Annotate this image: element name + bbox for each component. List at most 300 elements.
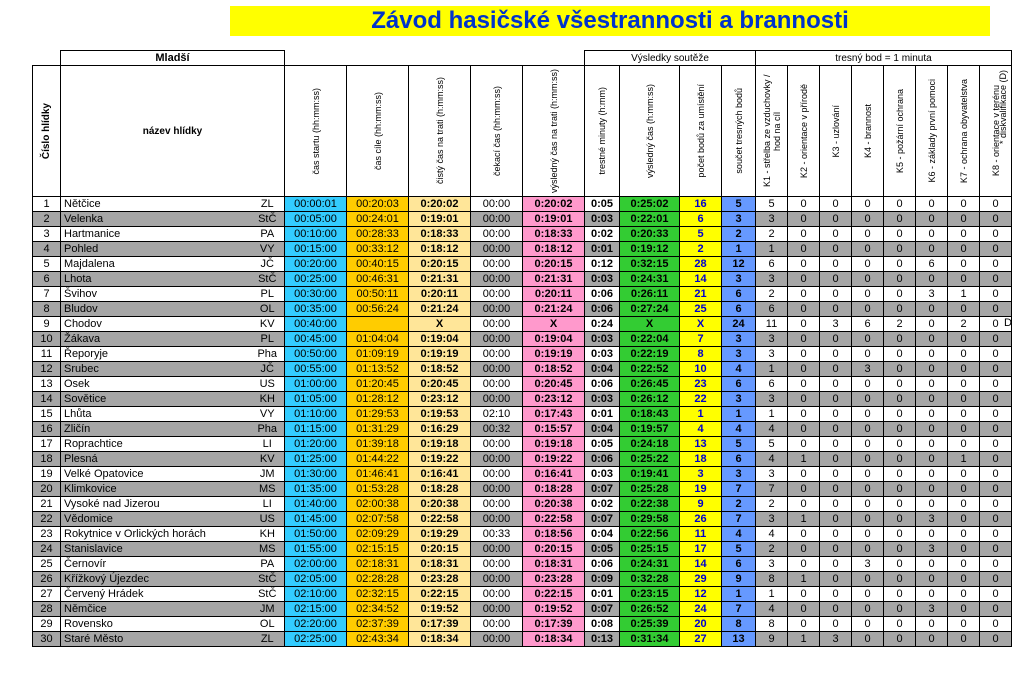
finish-time: 00:46:31 bbox=[347, 272, 409, 287]
wait-time: 00:00 bbox=[471, 587, 523, 602]
patrol-number: 22 bbox=[33, 512, 61, 527]
placement-points: 3 bbox=[680, 467, 722, 482]
k7-penalty: 0 bbox=[948, 497, 980, 512]
k8-penalty: 0 bbox=[980, 197, 1012, 212]
penalty-minutes: 0:01 bbox=[585, 587, 620, 602]
wait-time: 00:00 bbox=[471, 452, 523, 467]
finish-time: 01:44:22 bbox=[347, 452, 409, 467]
disqualification-legend: * diskvalifikace (D) bbox=[998, 70, 1008, 145]
wait-time: 00:00 bbox=[471, 392, 523, 407]
k7-penalty: 0 bbox=[948, 257, 980, 272]
k3-penalty: 0 bbox=[820, 437, 852, 452]
net-time: 0:19:29 bbox=[409, 527, 471, 542]
start-time: 01:35:00 bbox=[285, 482, 347, 497]
k8-penalty: 0 bbox=[980, 482, 1012, 497]
result-track-time: X bbox=[523, 317, 585, 332]
net-time: 0:16:29 bbox=[409, 422, 471, 437]
table-row bbox=[33, 587, 1012, 602]
net-time: 0:20:02 bbox=[409, 197, 471, 212]
result-track-time: 0:20:15 bbox=[523, 257, 585, 272]
placement-points: 26 bbox=[680, 512, 722, 527]
wait-time: 00:00 bbox=[471, 212, 523, 227]
k7-penalty: 0 bbox=[948, 602, 980, 617]
k4-penalty: 0 bbox=[852, 602, 884, 617]
k2-penalty: 0 bbox=[788, 527, 820, 542]
net-time: 0:22:58 bbox=[409, 512, 471, 527]
net-time: 0:19:52 bbox=[409, 602, 471, 617]
k5-penalty: 0 bbox=[884, 197, 916, 212]
penalty-minutes: 0:03 bbox=[585, 212, 620, 227]
k1-penalty: 1 bbox=[756, 362, 788, 377]
k3-penalty: 3 bbox=[820, 317, 852, 332]
k5-penalty: 0 bbox=[884, 362, 916, 377]
finish-time: 01:13:52 bbox=[347, 362, 409, 377]
result-track-time: 0:20:11 bbox=[523, 287, 585, 302]
wait-time: 00:00 bbox=[471, 572, 523, 587]
placement-points: 7 bbox=[680, 332, 722, 347]
final-time: 0:22:01 bbox=[620, 212, 680, 227]
patrol-name: Chodov bbox=[61, 317, 251, 332]
patrol-number: 6 bbox=[33, 272, 61, 287]
penalty-sum: 4 bbox=[722, 362, 756, 377]
penalty-sum: 12 bbox=[722, 257, 756, 272]
k3-penalty: 0 bbox=[820, 347, 852, 362]
net-time: 0:16:41 bbox=[409, 467, 471, 482]
penalty-minutes: 0:05 bbox=[585, 437, 620, 452]
header-result-track-time: výsledný čas na trati (h:mm:ss) bbox=[523, 66, 585, 197]
k7-penalty: 1 bbox=[948, 287, 980, 302]
table-row bbox=[33, 497, 1012, 512]
result-track-time: 0:20:45 bbox=[523, 377, 585, 392]
finish-time: 02:09:29 bbox=[347, 527, 409, 542]
k6-penalty: 0 bbox=[916, 332, 948, 347]
result-track-time: 0:19:18 bbox=[523, 437, 585, 452]
final-time: 0:27:24 bbox=[620, 302, 680, 317]
patrol-number: 11 bbox=[33, 347, 61, 362]
k4-penalty: 0 bbox=[852, 422, 884, 437]
table-row bbox=[33, 632, 1012, 647]
patrol-region: StČ bbox=[251, 272, 285, 287]
final-time: 0:19:12 bbox=[620, 242, 680, 257]
table-row bbox=[33, 512, 1012, 527]
k4-penalty: 0 bbox=[852, 512, 884, 527]
k5-penalty: 0 bbox=[884, 332, 916, 347]
header-patrol-number: Číslo hlídky bbox=[33, 66, 61, 197]
placement-points: 13 bbox=[680, 437, 722, 452]
placement-points: 21 bbox=[680, 287, 722, 302]
k5-penalty: 0 bbox=[884, 452, 916, 467]
header-k3: K3 - uzlování bbox=[820, 66, 852, 197]
k8-penalty: 0 bbox=[980, 272, 1012, 287]
k1-penalty: 9 bbox=[756, 632, 788, 647]
k6-penalty: 0 bbox=[916, 467, 948, 482]
table-row bbox=[33, 527, 1012, 542]
k4-penalty: 0 bbox=[852, 452, 884, 467]
k5-penalty: 0 bbox=[884, 407, 916, 422]
table-row bbox=[33, 467, 1012, 482]
k8-penalty: 0 bbox=[980, 617, 1012, 632]
final-time: 0:29:58 bbox=[620, 512, 680, 527]
k5-penalty: 0 bbox=[884, 557, 916, 572]
finish-time: 01:46:41 bbox=[347, 467, 409, 482]
patrol-region: JČ bbox=[251, 362, 285, 377]
k3-penalty: 0 bbox=[820, 332, 852, 347]
k7-penalty: 0 bbox=[948, 572, 980, 587]
header-penalty-minutes: trestné minuty (h:mm) bbox=[585, 66, 620, 197]
patrol-name: Stanislavice bbox=[61, 542, 251, 557]
patrol-name: Vědomice bbox=[61, 512, 251, 527]
k5-penalty: 0 bbox=[884, 602, 916, 617]
penalty-sum: 1 bbox=[722, 587, 756, 602]
final-time: 0:25:28 bbox=[620, 482, 680, 497]
k5-penalty: 0 bbox=[884, 467, 916, 482]
final-time: 0:22:52 bbox=[620, 362, 680, 377]
k4-penalty: 0 bbox=[852, 242, 884, 257]
penalty-minutes: 0:01 bbox=[585, 407, 620, 422]
patrol-name: Staré Město bbox=[61, 632, 251, 647]
wait-time: 00:00 bbox=[471, 542, 523, 557]
placement-points: 28 bbox=[680, 257, 722, 272]
category-label: Mladší bbox=[61, 51, 285, 66]
k4-penalty: 0 bbox=[852, 632, 884, 647]
patrol-region: VY bbox=[251, 407, 285, 422]
finish-time: 01:29:53 bbox=[347, 407, 409, 422]
start-time: 00:55:00 bbox=[285, 362, 347, 377]
k6-penalty: 0 bbox=[916, 317, 948, 332]
result-track-time: 0:19:19 bbox=[523, 347, 585, 362]
patrol-region: StČ bbox=[251, 212, 285, 227]
patrol-name: Lhota bbox=[61, 272, 251, 287]
patrol-region: PA bbox=[251, 227, 285, 242]
wait-time: 00:00 bbox=[471, 362, 523, 377]
k2-penalty: 0 bbox=[788, 242, 820, 257]
k8-penalty: 0 bbox=[980, 287, 1012, 302]
k8-penalty: 0 bbox=[980, 302, 1012, 317]
patrol-name: Bludov bbox=[61, 302, 251, 317]
penalty-minutes: 0:03 bbox=[585, 272, 620, 287]
finish-time: 00:28:33 bbox=[347, 227, 409, 242]
k1-penalty: 3 bbox=[756, 512, 788, 527]
k3-penalty: 0 bbox=[820, 482, 852, 497]
k6-penalty: 0 bbox=[916, 272, 948, 287]
result-track-time: 0:19:04 bbox=[523, 332, 585, 347]
penalty-sum: 6 bbox=[722, 302, 756, 317]
k3-penalty: 0 bbox=[820, 542, 852, 557]
final-time: X bbox=[620, 317, 680, 332]
finish-time: 02:18:31 bbox=[347, 557, 409, 572]
patrol-region: KH bbox=[251, 527, 285, 542]
finish-time: 02:43:34 bbox=[347, 632, 409, 647]
patrol-number: 19 bbox=[33, 467, 61, 482]
penalty-sum: 5 bbox=[722, 437, 756, 452]
patrol-name: Žákava bbox=[61, 332, 251, 347]
patrol-name: Srubec bbox=[61, 362, 251, 377]
wait-time: 00:00 bbox=[471, 602, 523, 617]
patrol-region: MS bbox=[251, 542, 285, 557]
header-final-time: výsledný čas (h:mm:ss) bbox=[620, 66, 680, 197]
final-time: 0:25:39 bbox=[620, 617, 680, 632]
k3-penalty: 0 bbox=[820, 212, 852, 227]
net-time: 0:19:53 bbox=[409, 407, 471, 422]
k6-penalty: 0 bbox=[916, 497, 948, 512]
k3-penalty: 0 bbox=[820, 242, 852, 257]
k4-penalty: 0 bbox=[852, 467, 884, 482]
k1-penalty: 1 bbox=[756, 242, 788, 257]
penalty-minutes: 0:12 bbox=[585, 257, 620, 272]
page-title: Závod hasičské všestrannosti a brannosti bbox=[230, 6, 990, 36]
patrol-name: Řeporyje bbox=[61, 347, 251, 362]
k7-penalty: 0 bbox=[948, 587, 980, 602]
finish-time: 02:07:58 bbox=[347, 512, 409, 527]
k4-penalty: 6 bbox=[852, 317, 884, 332]
patrol-name: Nětčice bbox=[61, 197, 251, 212]
k3-penalty: 0 bbox=[820, 257, 852, 272]
k3-penalty: 0 bbox=[820, 497, 852, 512]
patrol-region: VY bbox=[251, 242, 285, 257]
penalty-minutes: 0:01 bbox=[585, 242, 620, 257]
wait-time: 02:10 bbox=[471, 407, 523, 422]
finish-time: 02:34:52 bbox=[347, 602, 409, 617]
final-time: 0:26:11 bbox=[620, 287, 680, 302]
header-k8: K8 - orientace v terénu bbox=[980, 66, 1012, 197]
patrol-region: ZL bbox=[251, 632, 285, 647]
patrol-number: 8 bbox=[33, 302, 61, 317]
penalty-minutes: 0:05 bbox=[585, 542, 620, 557]
k1-penalty: 4 bbox=[756, 602, 788, 617]
penalty-sum: 3 bbox=[722, 272, 756, 287]
k7-penalty: 0 bbox=[948, 482, 980, 497]
penalty-sum: 7 bbox=[722, 482, 756, 497]
patrol-region: ZL bbox=[251, 197, 285, 212]
k6-penalty: 6 bbox=[916, 257, 948, 272]
k8-penalty: 0 bbox=[980, 242, 1012, 257]
start-time: 01:30:00 bbox=[285, 467, 347, 482]
k3-penalty: 0 bbox=[820, 392, 852, 407]
k6-penalty: 0 bbox=[916, 362, 948, 377]
k3-penalty: 0 bbox=[820, 602, 852, 617]
penalty-minutes: 0:02 bbox=[585, 227, 620, 242]
k7-penalty: 0 bbox=[948, 437, 980, 452]
penalty-sum: 3 bbox=[722, 392, 756, 407]
k2-penalty: 0 bbox=[788, 317, 820, 332]
patrol-number: 17 bbox=[33, 437, 61, 452]
result-track-time: 0:17:39 bbox=[523, 617, 585, 632]
wait-time: 00:00 bbox=[471, 512, 523, 527]
start-time: 02:00:00 bbox=[285, 557, 347, 572]
k6-penalty: 0 bbox=[916, 557, 948, 572]
k1-penalty: 4 bbox=[756, 452, 788, 467]
finish-time: 02:00:38 bbox=[347, 497, 409, 512]
k7-penalty: 0 bbox=[948, 527, 980, 542]
penalty-minutes: 0:03 bbox=[585, 467, 620, 482]
patrol-number: 25 bbox=[33, 557, 61, 572]
net-time: 0:20:38 bbox=[409, 497, 471, 512]
table-row bbox=[33, 347, 1012, 362]
k2-penalty: 0 bbox=[788, 197, 820, 212]
final-time: 0:23:15 bbox=[620, 587, 680, 602]
finish-time: 02:28:28 bbox=[347, 572, 409, 587]
placement-points: 4 bbox=[680, 422, 722, 437]
table-row bbox=[33, 287, 1012, 302]
patrol-number: 2 bbox=[33, 212, 61, 227]
k1-penalty: 5 bbox=[756, 197, 788, 212]
k1-penalty: 8 bbox=[756, 617, 788, 632]
k3-penalty: 3 bbox=[820, 632, 852, 647]
k2-penalty: 1 bbox=[788, 572, 820, 587]
k7-penalty: 0 bbox=[948, 407, 980, 422]
header-k4: K4 - brannost bbox=[852, 66, 884, 197]
k6-penalty: 3 bbox=[916, 602, 948, 617]
k7-penalty: 0 bbox=[948, 197, 980, 212]
penalty-sum: 9 bbox=[722, 572, 756, 587]
k8-penalty: 0 bbox=[980, 527, 1012, 542]
k7-penalty: 0 bbox=[948, 617, 980, 632]
patrol-name: Rokytnice v Orlických horách bbox=[61, 527, 251, 542]
wait-time: 00:00 bbox=[471, 287, 523, 302]
k2-penalty: 1 bbox=[788, 632, 820, 647]
placement-points: 5 bbox=[680, 227, 722, 242]
k2-penalty: 0 bbox=[788, 482, 820, 497]
patrol-name: Sovětice bbox=[61, 392, 251, 407]
patrol-region: US bbox=[251, 377, 285, 392]
patrol-number: 1 bbox=[33, 197, 61, 212]
k5-penalty: 0 bbox=[884, 542, 916, 557]
table-row bbox=[33, 362, 1012, 377]
k7-penalty: 0 bbox=[948, 347, 980, 362]
k5-penalty: 0 bbox=[884, 392, 916, 407]
patrol-region: KV bbox=[251, 452, 285, 467]
penalty-sum: 1 bbox=[722, 407, 756, 422]
k2-penalty: 0 bbox=[788, 437, 820, 452]
penalty-minutes: 0:06 bbox=[585, 287, 620, 302]
table-row bbox=[33, 317, 1012, 332]
wait-time: 00:00 bbox=[471, 482, 523, 497]
net-time: 0:23:28 bbox=[409, 572, 471, 587]
finish-time: 02:15:15 bbox=[347, 542, 409, 557]
result-track-time: 0:20:38 bbox=[523, 497, 585, 512]
k4-penalty: 0 bbox=[852, 212, 884, 227]
finish-time: 00:24:01 bbox=[347, 212, 409, 227]
wait-time: 00:00 bbox=[471, 497, 523, 512]
start-time: 01:45:00 bbox=[285, 512, 347, 527]
patrol-name: Plesná bbox=[61, 452, 251, 467]
placement-points: 11 bbox=[680, 527, 722, 542]
k8-penalty: 0 bbox=[980, 407, 1012, 422]
start-time: 02:05:00 bbox=[285, 572, 347, 587]
patrol-region: MS bbox=[251, 482, 285, 497]
patrol-region: PL bbox=[251, 332, 285, 347]
k4-penalty: 0 bbox=[852, 272, 884, 287]
patrol-number: 14 bbox=[33, 392, 61, 407]
placement-points: 19 bbox=[680, 482, 722, 497]
patrol-number: 21 bbox=[33, 497, 61, 512]
k6-penalty: 0 bbox=[916, 572, 948, 587]
wait-time: 00:00 bbox=[471, 617, 523, 632]
k3-penalty: 0 bbox=[820, 362, 852, 377]
k2-penalty: 0 bbox=[788, 557, 820, 572]
result-track-time: 0:23:12 bbox=[523, 392, 585, 407]
result-track-time: 0:18:31 bbox=[523, 557, 585, 572]
patrol-name: Zličín bbox=[61, 422, 251, 437]
k1-penalty: 3 bbox=[756, 467, 788, 482]
table-row bbox=[33, 542, 1012, 557]
net-time: 0:21:31 bbox=[409, 272, 471, 287]
k6-penalty: 0 bbox=[916, 212, 948, 227]
placement-points: 8 bbox=[680, 347, 722, 362]
k2-penalty: 0 bbox=[788, 587, 820, 602]
k8-penalty: 0 bbox=[980, 572, 1012, 587]
table-row bbox=[33, 212, 1012, 227]
penalty-sum: 3 bbox=[722, 212, 756, 227]
k2-penalty: 0 bbox=[788, 287, 820, 302]
k2-penalty: 0 bbox=[788, 257, 820, 272]
patrol-number: 28 bbox=[33, 602, 61, 617]
wait-time: 00:32 bbox=[471, 422, 523, 437]
k2-penalty: 0 bbox=[788, 212, 820, 227]
final-time: 0:22:04 bbox=[620, 332, 680, 347]
patrol-region: JM bbox=[251, 467, 285, 482]
k8-penalty: 0 bbox=[980, 602, 1012, 617]
result-track-time: 0:18:12 bbox=[523, 242, 585, 257]
final-time: 0:19:57 bbox=[620, 422, 680, 437]
patrol-name: Rovensko bbox=[61, 617, 251, 632]
final-time: 0:18:43 bbox=[620, 407, 680, 422]
penalty-minutes: 0:06 bbox=[585, 452, 620, 467]
patrol-number: 24 bbox=[33, 542, 61, 557]
k6-penalty: 0 bbox=[916, 227, 948, 242]
placement-points: 16 bbox=[680, 197, 722, 212]
k7-penalty: 0 bbox=[948, 512, 980, 527]
net-time: 0:18:34 bbox=[409, 632, 471, 647]
k4-penalty: 0 bbox=[852, 332, 884, 347]
k7-penalty: 0 bbox=[948, 362, 980, 377]
result-track-time: 0:20:02 bbox=[523, 197, 585, 212]
penalty-sum: 4 bbox=[722, 422, 756, 437]
penalty-sum: 3 bbox=[722, 332, 756, 347]
k2-penalty: 0 bbox=[788, 542, 820, 557]
k5-penalty: 0 bbox=[884, 212, 916, 227]
k4-penalty: 0 bbox=[852, 497, 884, 512]
net-time: 0:17:39 bbox=[409, 617, 471, 632]
patrol-region: OL bbox=[251, 617, 285, 632]
table-row bbox=[33, 392, 1012, 407]
k5-penalty: 0 bbox=[884, 482, 916, 497]
finish-time: 01:39:18 bbox=[347, 437, 409, 452]
k2-penalty: 0 bbox=[788, 332, 820, 347]
k6-penalty: 0 bbox=[916, 482, 948, 497]
start-time: 01:10:00 bbox=[285, 407, 347, 422]
header-k5: K5 - požární ochrana bbox=[884, 66, 916, 197]
patrol-number: 13 bbox=[33, 377, 61, 392]
start-time: 02:25:00 bbox=[285, 632, 347, 647]
patrol-number: 15 bbox=[33, 407, 61, 422]
k2-penalty: 0 bbox=[788, 467, 820, 482]
placement-points: 25 bbox=[680, 302, 722, 317]
wait-time: 00:33 bbox=[471, 527, 523, 542]
finish-time: 01:04:04 bbox=[347, 332, 409, 347]
patrol-name: Klimkovice bbox=[61, 482, 251, 497]
penalty-minutes: 0:05 bbox=[585, 197, 620, 212]
placement-points: 23 bbox=[680, 377, 722, 392]
k3-penalty: 0 bbox=[820, 467, 852, 482]
k5-penalty: 0 bbox=[884, 422, 916, 437]
penalty-minutes: 0:24 bbox=[585, 317, 620, 332]
k7-penalty: 0 bbox=[948, 542, 980, 557]
placement-points: 27 bbox=[680, 632, 722, 647]
finish-time: 01:20:45 bbox=[347, 377, 409, 392]
penalty-sum: 1 bbox=[722, 242, 756, 257]
start-time: 00:15:00 bbox=[285, 242, 347, 257]
